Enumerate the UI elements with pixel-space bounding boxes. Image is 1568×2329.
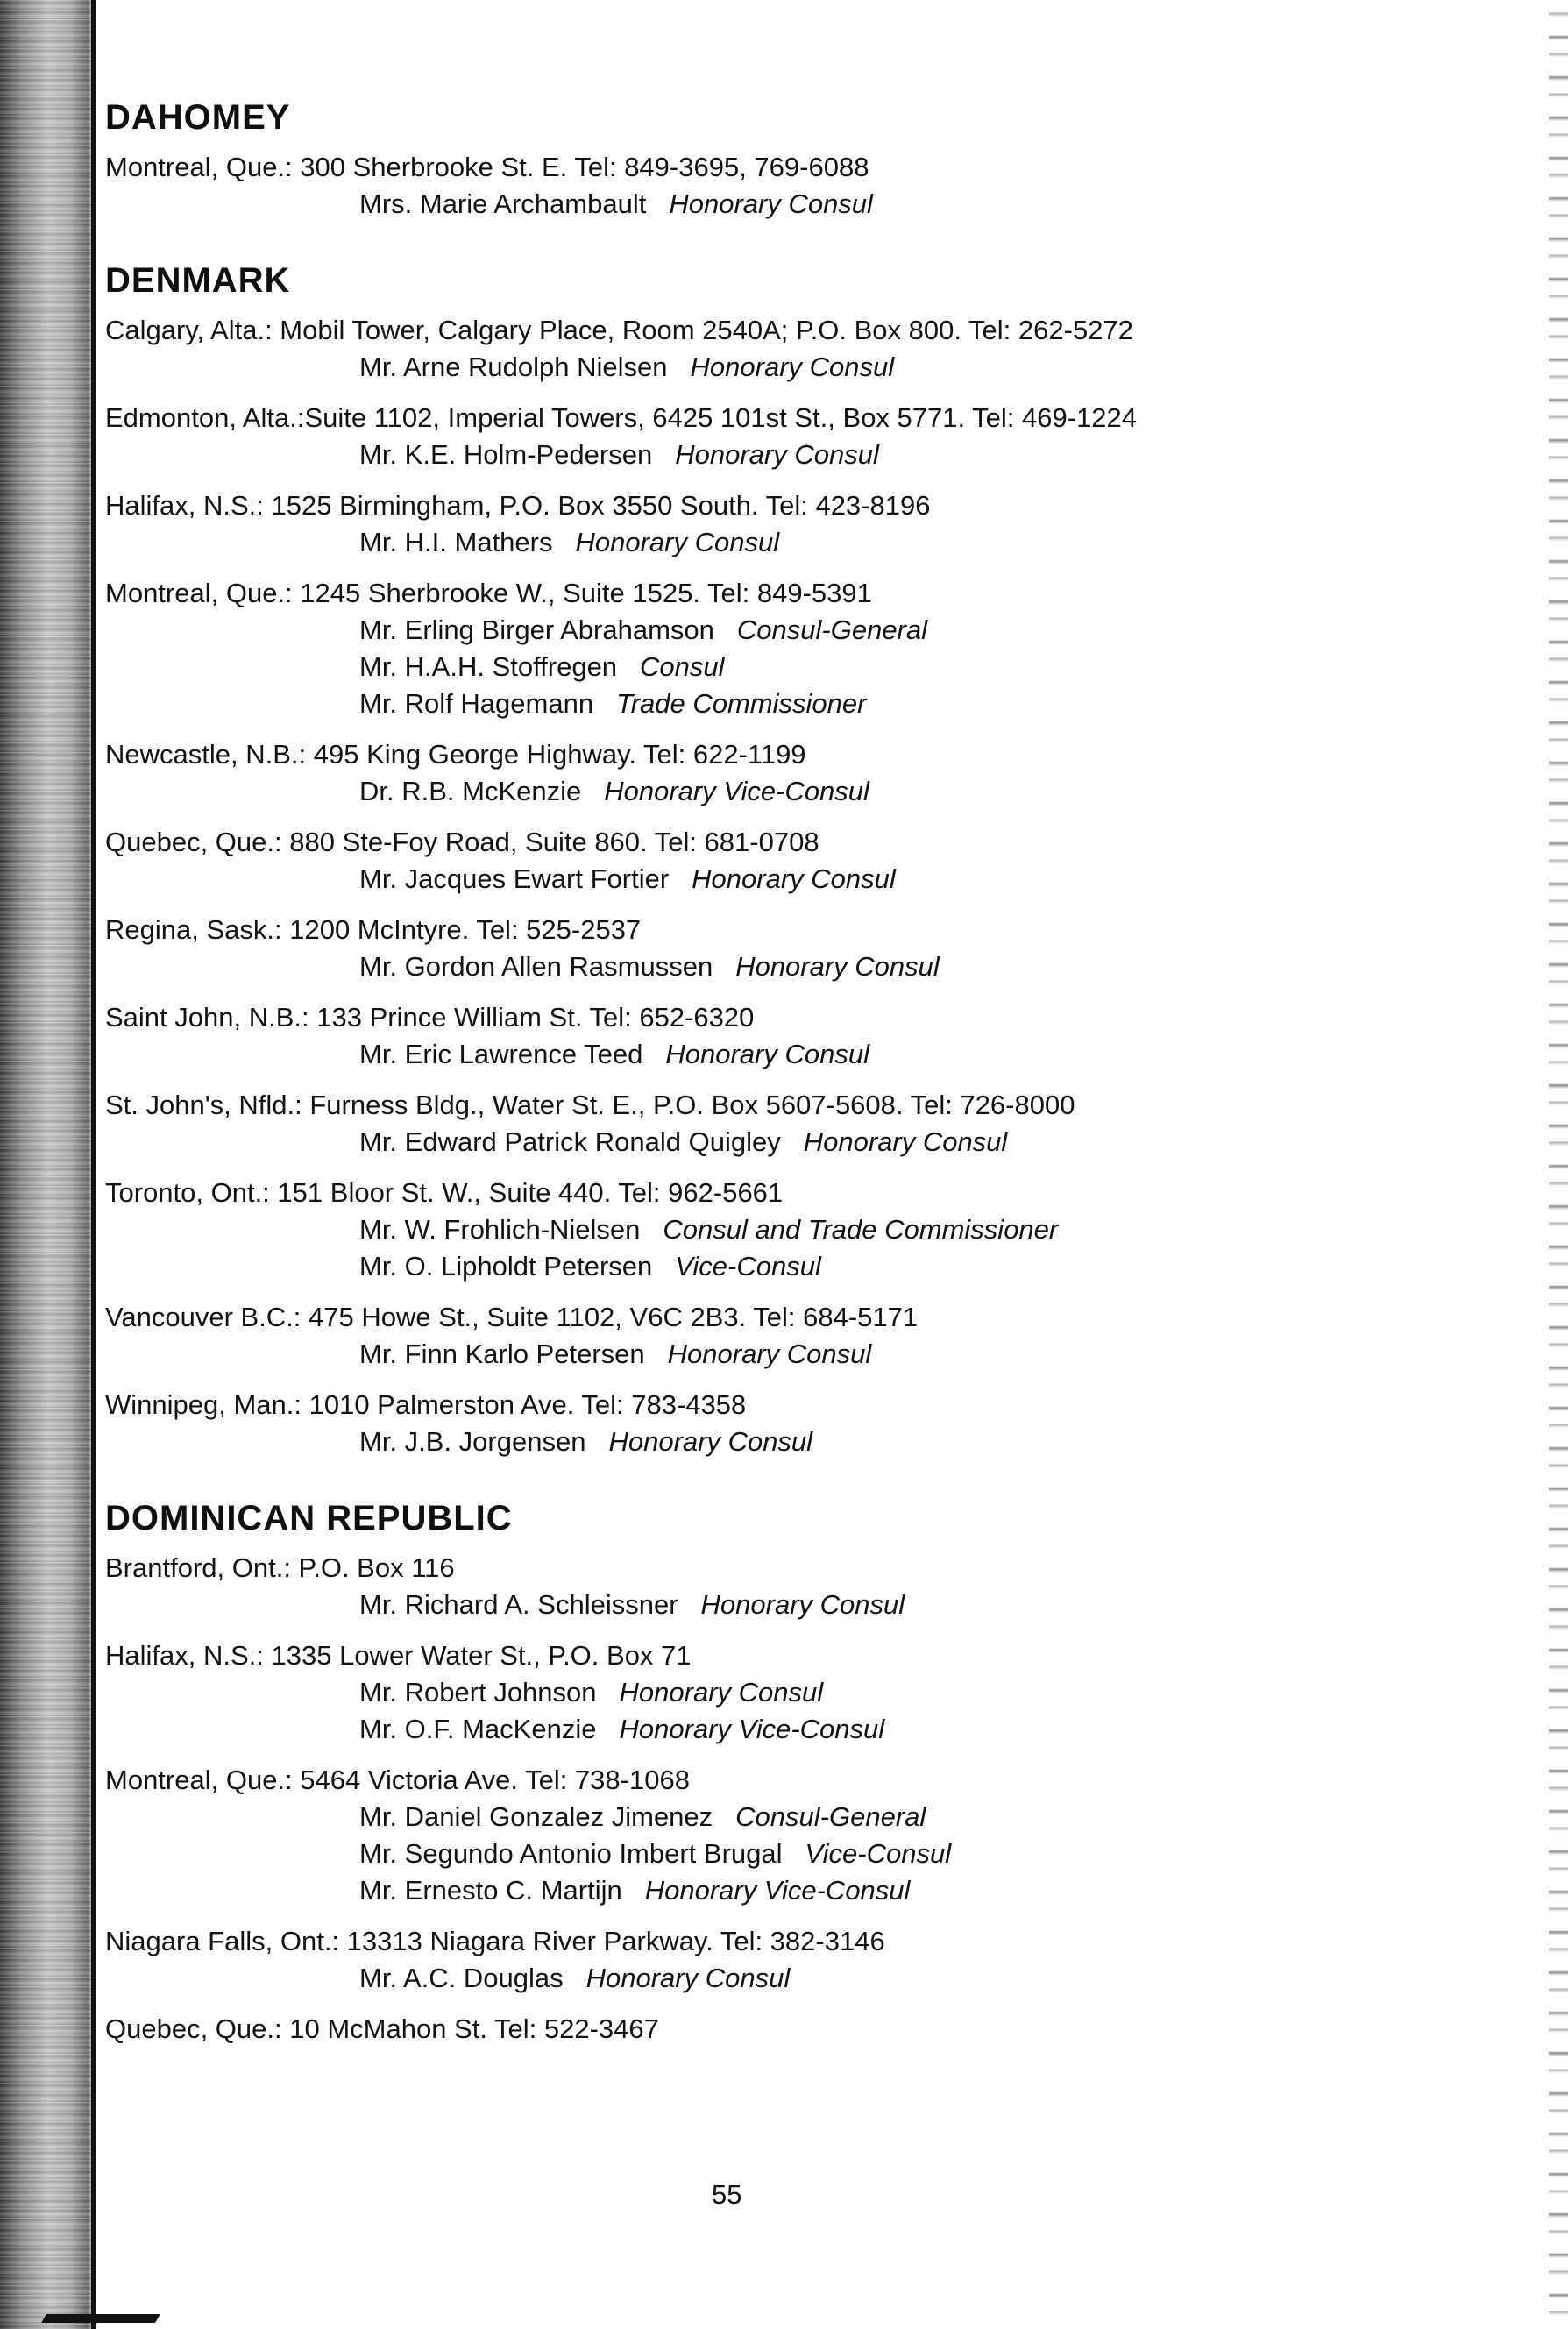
official-name: Mr. K.E. Holm-Pedersen [359, 439, 653, 470]
official-title: Honorary Consul [692, 863, 896, 894]
consulate-address: Montreal, Que.: 1245 Sherbrooke W., Suite 1525. Tel: 849-5391 [105, 578, 872, 608]
consulate-address: Newcastle, N.B.: 495 King George Highway. Tel: 622-1199 [105, 739, 806, 770]
official-row [105, 649, 1472, 685]
official-title: Consul-General [735, 1801, 926, 1832]
official-row [105, 186, 1472, 223]
book-binding-edge [0, 0, 95, 2329]
official-title: Honorary Vice-Consul [644, 1875, 911, 1906]
consulate-entry [105, 1762, 1472, 1909]
official-row [105, 612, 1472, 649]
consulate-address: Quebec, Que.: 880 Ste-Foy Road, Suite 860. Tel: 681-0708 [105, 827, 819, 857]
consulate-address: Montreal, Que.: 300 Sherbrooke St. E. Tel: 849-3695, 769-6088 [105, 152, 869, 182]
official-name: Mr. Segundo Antonio Imbert Brugal [359, 1838, 783, 1869]
official-title: Honorary Consul [669, 188, 873, 219]
consulate-address: Brantford, Ont.: P.O. Box 116 [105, 1552, 455, 1583]
consulate-entry [105, 736, 1472, 810]
official-row [105, 1799, 1472, 1836]
consulate-address: Winnipeg, Man.: 1010 Palmerston Ave. Tel: 783-4358 [105, 1389, 747, 1420]
official-title: Honorary Consul [585, 1963, 791, 1993]
consulate-address: Edmonton, Alta.:Suite 1102, Imperial Towers, 6425 101st St., Box 5771. Tel: 469-1224 [105, 402, 1138, 433]
official-name: Mr. W. Frohlich-Nielsen [359, 1214, 641, 1245]
official-title: Vice-Consul [805, 1838, 952, 1869]
country-heading: DOMINICAN REPUBLIC [105, 1499, 513, 1537]
official-name: Mr. H.A.H. Stoffregen [359, 651, 618, 682]
official-row [105, 685, 1472, 722]
official-row [105, 1248, 1472, 1285]
country-section [105, 259, 1472, 1460]
official-title: Honorary Consul [608, 1426, 813, 1457]
consulate-entry [105, 400, 1472, 473]
consulate-address: Vancouver B.C.: 475 Howe St., Suite 1102, V6C 2B3. Tel: 684-5171 [105, 1302, 919, 1332]
official-row [105, 773, 1472, 810]
country-heading: DAHOMEY [105, 98, 291, 137]
official-title: Trade Commissioner [616, 688, 867, 719]
official-name: Mr. J.B. Jorgensen [359, 1426, 586, 1457]
official-row [105, 1674, 1472, 1711]
consulate-address: Montreal, Que.: 5464 Victoria Ave. Tel: 738-1068 [105, 1765, 690, 1795]
official-title: Consul and Trade Commissioner [663, 1214, 1059, 1245]
official-title: Vice-Consul [675, 1251, 821, 1282]
consulate-entry [105, 1087, 1472, 1161]
consulate-entry [105, 487, 1472, 561]
consulate-entry [105, 575, 1472, 722]
consulate-address: Quebec, Que.: 10 McMahon St. Tel: 522-3467 [105, 2013, 659, 2044]
official-row [105, 437, 1472, 473]
official-name: Mr. Finn Karlo Petersen [359, 1338, 645, 1369]
official-name: Mr. Jacques Ewart Fortier [359, 863, 670, 894]
official-name: Mr. H.I. Mathers [359, 527, 553, 557]
official-name: Mr. Gordon Allen Rasmussen [359, 951, 713, 982]
official-title: Honorary Consul [667, 1338, 872, 1369]
official-name: Mr. O.F. MacKenzie [359, 1714, 597, 1744]
official-name: Mr. A.C. Douglas [359, 1963, 564, 1993]
official-row [105, 1211, 1472, 1248]
official-name: Mr. Edward Patrick Ronald Quigley [359, 1126, 781, 1157]
consulate-entry [105, 912, 1472, 985]
directory-page [105, 96, 1472, 2084]
official-row [105, 1424, 1472, 1460]
official-name: Mr. Richard A. Schleissner [359, 1589, 678, 1620]
consulate-address: St. John's, Nfld.: Furness Bldg., Water St. E., P.O. Box 5607-5608. Tel: 726-8000 [105, 1090, 1075, 1120]
official-name: Mr. Arne Rudolph Nielsen [359, 351, 668, 382]
official-name: Mr. O. Lipholdt Petersen [359, 1251, 653, 1282]
official-row [105, 524, 1472, 561]
country-heading: DENMARK [105, 261, 291, 300]
official-row [105, 1872, 1472, 1909]
official-row [105, 1336, 1472, 1373]
official-title: Honorary Consul [700, 1589, 905, 1620]
right-page-edge [1549, 0, 1568, 2329]
official-row [105, 1036, 1472, 1073]
consulate-address: Halifax, N.S.: 1525 Birmingham, P.O. Box 3550 South. Tel: 423-8196 [105, 490, 931, 521]
page-number: 55 [712, 2179, 742, 2210]
official-title: Honorary Consul [665, 1039, 869, 1069]
official-name: Mr. Rolf Hagemann [359, 688, 594, 719]
official-row [105, 948, 1472, 985]
binding-shadow-line [91, 0, 96, 2329]
country-section [105, 1497, 1472, 2048]
official-name: Mr. Ernesto C. Martijn [359, 1875, 622, 1906]
consulate-entry [105, 1923, 1472, 1997]
official-row [105, 1587, 1472, 1623]
official-title: Honorary Consul [690, 351, 895, 382]
official-title: Consul [640, 651, 725, 682]
official-title: Honorary Vice-Consul [604, 776, 869, 806]
binding-foot-mark [41, 2314, 160, 2323]
consulate-entry [105, 1637, 1472, 1748]
consulate-entry [105, 1550, 1472, 1623]
official-title: Honorary Consul [575, 527, 780, 557]
consulate-entry [105, 1299, 1472, 1373]
official-title: Honorary Consul [735, 951, 940, 982]
consulate-address: Niagara Falls, Ont.: 13313 Niagara River Parkway. Tel: 382-3146 [105, 1926, 885, 1956]
consulate-entry [105, 824, 1472, 898]
consulate-entry [105, 1387, 1472, 1460]
official-name: Mr. Robert Johnson [359, 1677, 597, 1708]
official-name: Mr. Daniel Gonzalez Jimenez [359, 1801, 713, 1832]
official-row [105, 861, 1472, 898]
official-title: Honorary Consul [675, 439, 879, 470]
official-title: Consul-General [736, 614, 928, 645]
consulate-entry [105, 1175, 1472, 1285]
official-title: Honorary Vice-Consul [619, 1714, 885, 1744]
consulate-address: Toronto, Ont.: 151 Bloor St. W., Suite 440. Tel: 962-5661 [105, 1177, 784, 1208]
consulate-entry [105, 2011, 1472, 2048]
official-row [105, 1836, 1472, 1872]
official-name: Mr. Erling Birger Abrahamson [359, 614, 714, 645]
consulate-address: Calgary, Alta.: Mobil Tower, Calgary Place, Room 2540A; P.O. Box 800. Tel: 262-5272 [105, 315, 1133, 345]
consulate-entry [105, 149, 1472, 223]
official-row [105, 1124, 1472, 1161]
official-name: Mrs. Marie Archambault [359, 188, 647, 219]
official-row [105, 349, 1472, 386]
official-title: Honorary Consul [803, 1126, 1008, 1157]
consulate-address: Halifax, N.S.: 1335 Lower Water St., P.O. Box 71 [105, 1640, 692, 1671]
consulate-entry [105, 999, 1472, 1073]
official-name: Mr. Eric Lawrence Teed [359, 1039, 643, 1069]
country-section [105, 96, 1472, 223]
consulate-address: Regina, Sask.: 1200 McIntyre. Tel: 525-2537 [105, 914, 642, 945]
consulate-entry [105, 312, 1472, 386]
consulate-address: Saint John, N.B.: 133 Prince William St. Tel: 652-6320 [105, 1002, 755, 1033]
official-row [105, 1711, 1472, 1748]
official-name: Dr. R.B. McKenzie [359, 776, 582, 806]
official-title: Honorary Consul [619, 1677, 824, 1708]
official-row [105, 1960, 1472, 1997]
